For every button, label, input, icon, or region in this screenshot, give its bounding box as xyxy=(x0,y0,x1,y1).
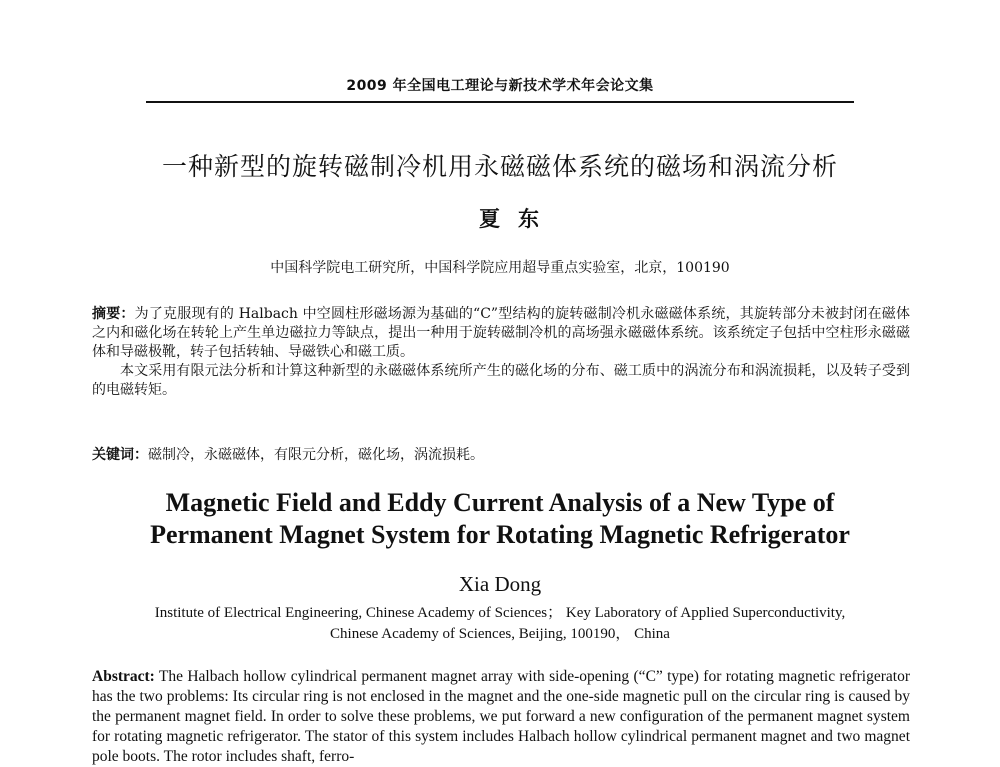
chinese-keywords-text: 磁制冷，永磁磁体，有限元分析，磁化场，涡流损耗。 xyxy=(148,447,484,463)
english-affiliation-line-1: Institute of Electrical Engineering, Chinese Academy of Sciences； Key Laboratory of Applied Superconductivity, xyxy=(154,605,846,621)
english-abstract-text: The Halbach hollow cylindrical permanent magnet array with side-opening (“C” type) for rotating magnetic refrigerator has the two problems: Its circular ring is not enclosed in the magnet and the one-side magnetic pull on the circular ring is caused by the permanent magnet field. In order to solve these problems, we put forward a new configuration of the permanent magnet system for rotating magnetic refrigerator. The stator of this system includes Halbach hollow cylindrical permanent magnet and two magnet pole boots. The rotor includes shaft, ferro- xyxy=(92,668,910,765)
header-rule xyxy=(146,101,854,103)
chinese-abstract-paragraph-2: 本文采用有限元法分析和计算这种新型的永磁磁体系统所产生的磁化场的分布、磁工质中的涡流分布和涡流损耗，以及转子受到的电磁转矩。 xyxy=(92,363,910,398)
chinese-keywords-label: 关键词： xyxy=(92,447,148,463)
english-title xyxy=(0,487,1000,551)
english-abstract xyxy=(92,667,910,767)
chinese-author: 夏东 xyxy=(479,206,557,231)
english-title-line-2: Permanent Magnet System for Rotating Magnetic Refrigerator xyxy=(150,520,850,549)
chinese-abstract-label: 摘要： xyxy=(92,306,135,322)
chinese-abstract xyxy=(92,305,910,400)
english-author: Xia Dong xyxy=(458,572,542,596)
english-abstract-label: Abstract: xyxy=(92,668,155,685)
english-affiliation xyxy=(0,603,1000,645)
chinese-abstract-text-1: 为了克服现有的 Halbach 中空圆柱形磁场源为基础的“C”型结构的旋转磁制冷机永磁磁体系统，其旋转部分未被封闭在磁体之内和磁化场在转轮上产生单边磁拉力等缺点，提出一种用于旋转磁制冷机的高场强永磁磁体系统。该系统定子包括中空柱形永磁磁体和导磁极靴，转子包括转轴、导磁铁心和磁工质。 xyxy=(92,306,911,360)
chinese-title: 一种新型的旋转磁制冷机用永磁磁体系统的磁场和涡流分析 xyxy=(161,152,838,181)
chinese-keywords xyxy=(92,444,910,464)
english-affiliation-line-2: Chinese Academy of Sciences, Beijing, 100190， China xyxy=(330,626,670,642)
proceedings-header: 2009 年全国电工理论与新技术学术年会论文集 xyxy=(346,78,654,94)
chinese-affiliation: 中国科学院电工研究所，中国科学院应用超导重点实验室，北京，100190 xyxy=(270,260,730,276)
english-title-line-1: Magnetic Field and Eddy Current Analysis of a New Type of xyxy=(165,488,835,517)
chinese-abstract-paragraph-1 xyxy=(92,305,910,362)
